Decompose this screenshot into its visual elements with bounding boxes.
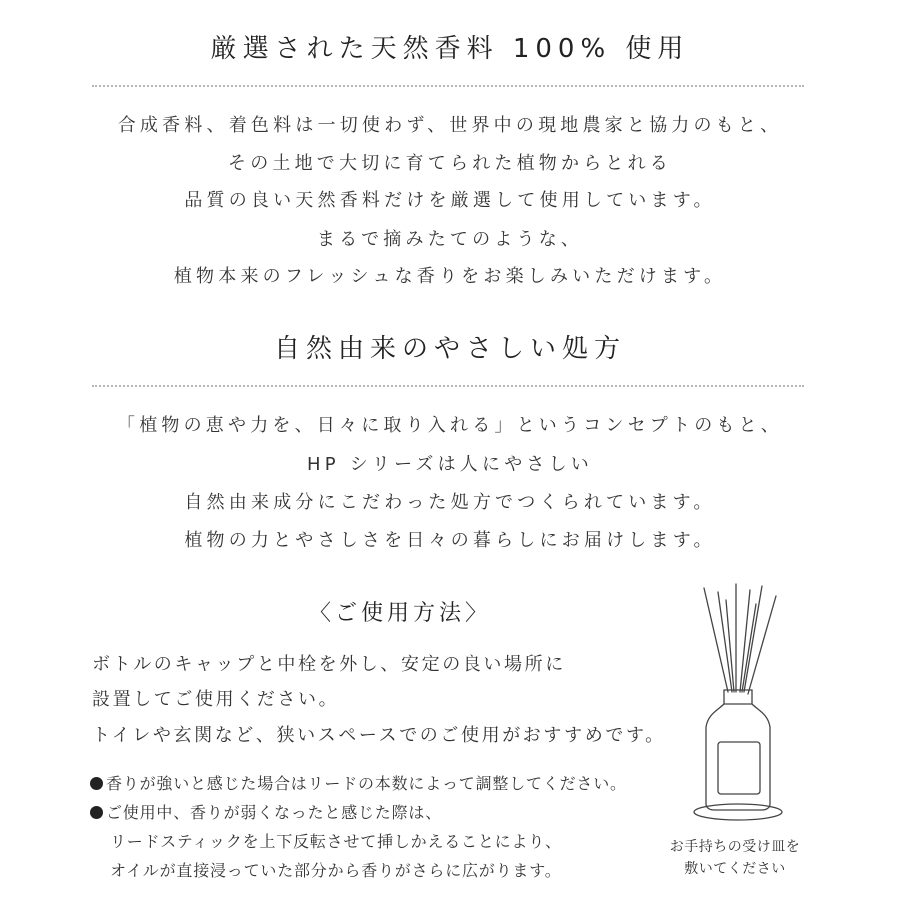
section1-line: 合成香料、着色料は一切使わず、世界中の現地農家と協力のもと、 <box>117 115 783 136</box>
illustration-caption: お手持ちの受け皿を <box>669 839 801 855</box>
usage-note-continuation: オイルが直接浸っていた部分から香りがさらに広がります。 <box>110 861 562 880</box>
bullet-icon <box>90 806 103 819</box>
section1-title: 厳選された天然香料 100% 使用 <box>210 34 690 64</box>
section2-title: 自然由来のやさしい処方 <box>273 334 626 364</box>
usage-line: トイレや玄関など、狭いスペースでのご使用がおすすめです。 <box>92 725 666 746</box>
section2-line: 「植物の恵や力を、日々に取り入れる」というコンセプトのもと、 <box>117 415 783 436</box>
illustration-caption: 敷いてください <box>684 861 786 877</box>
section2-line: 自然由来成分にこだわった処方でつくられています。 <box>184 492 716 513</box>
section1-line: 植物本来のフレッシュな香りをお楽しみいただけます。 <box>173 266 727 287</box>
usage-line: ボトルのキャップと中栓を外し、安定の良い場所に <box>92 654 566 675</box>
usage-note <box>90 800 442 823</box>
usage-note-text: 香りが強いと感じた場合はリードの本数によって調整してください。 <box>106 774 627 793</box>
usage-note-continuation: リードスティックを上下反転させて挿しかえることにより、 <box>110 832 562 851</box>
usage-title: 〈ご使用方法〉 <box>308 601 491 626</box>
section1-divider <box>92 85 804 87</box>
section2-line: 植物の力とやさしさを日々の暮らしにお届けします。 <box>184 530 716 551</box>
section2-divider <box>92 385 804 387</box>
section1-line: まるで摘みたてのような、 <box>316 229 584 250</box>
usage-note-text: ご使用中、香りが弱くなったと感じた際は、 <box>106 803 443 822</box>
section2-line: HP シリーズは人にやさしい <box>306 454 593 475</box>
usage-line: 設置してご使用ください。 <box>92 689 340 710</box>
section1-line: 品質の良い天然香料だけを厳選して使用しています。 <box>184 190 716 211</box>
section1-line: その土地で大切に育てられた植物からとれる <box>228 153 672 174</box>
usage-note <box>90 771 627 794</box>
bullet-icon <box>90 777 103 790</box>
reed-diffuser-bottle-icon <box>688 582 798 826</box>
